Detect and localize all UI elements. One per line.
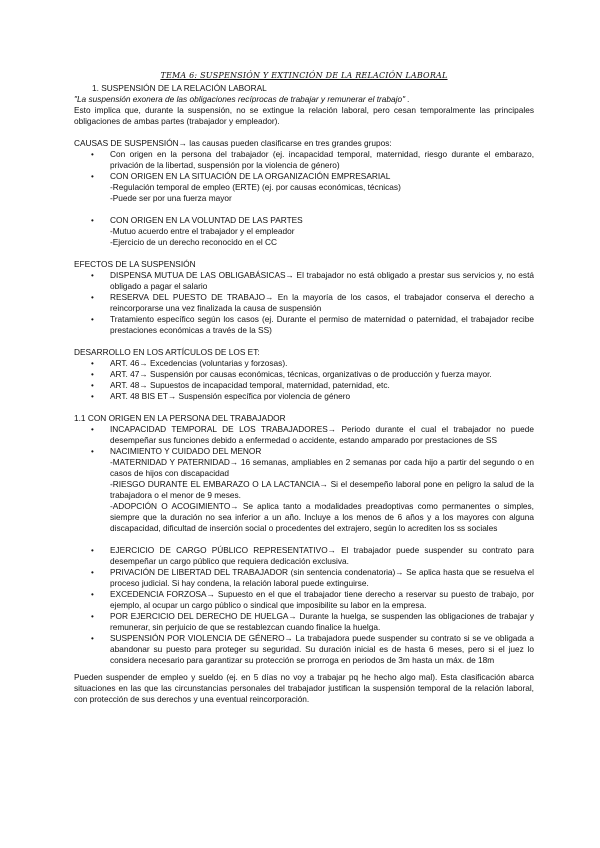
list-subitem: -RIESGO DURANTE EL EMBARAZO O LA LACTANCIA→ Si el desempeño laboral pone en peligro la salud de la trabajadora o el menor de 9 meses.: [110, 479, 534, 500]
list-item-text: INCAPACIDAD TEMPORAL DE LOS TRABAJADORES→ Periodo durante el cual el trabajador no puede desempeñar sus funciones debido a enfermedad o accidente, estando amparado por prestaciones de SS: [110, 424, 534, 445]
persona-list-continued: [74, 545, 534, 666]
list-subitem: -ADOPCIÓN O ACOGIMIENTO→ Se aplica tanto a modalidades preadoptivas como permanentes o simples, siempre que la duración no sea inferior a un año. Incluye a los menos de 6 años y a los mayores con alguna discapacidad, dificultad de inserción social o procedentes del extrajero, según lo acrediten los ss sociales: [110, 501, 534, 533]
desarrollo-heading: DESARROLLO EN LOS ARTÍCULOS DE LOS ET:: [74, 347, 260, 357]
list-item: [74, 446, 534, 534]
list-subitem: -Mutuo acuerdo entre el trabajador y el empleador: [110, 226, 295, 236]
list-item-text: Con origen en la persona del trabajador (ej. incapacidad temporal, maternidad, riesgo durante el embarazo, privación de la libertad, suspensión por la violencia de género): [110, 149, 534, 170]
closing-paragraph: Pueden suspender de empleo y sueldo (ej. en 5 días no voy a trabajar pq he hecho algo mal). Esta clasificación abarca situaciones en las que las circunstancias personales del trabajador justifican la suspensión temporal de la relación laboral, con protección de sus derechos y una eventual reincorporación.: [74, 672, 534, 704]
list-item: • ART. 47→ Suspensión por causas económicas, técnicas, organizativas o de producción y fuerza mayor.: [74, 369, 534, 380]
causas-heading: CAUSAS DE SUSPENSIÓN→ las causas pueden clasificarse en tres grandes grupos:: [74, 138, 392, 148]
list-item: • SUSPENSIÓN POR VIOLENCIA DE GÉNERO→ La trabajadora puede suspender su contrato si se ve obligada a abandonar su puesto para proteger su seguridad. Su duración inicial es de hasta 6 meses, pero si el juez lo considera necesario para garantizar su protección se prorroga en periodos de 3m hasta un máx. de 18m: [74, 633, 534, 666]
efectos-list: [74, 270, 534, 336]
list-item: • DISPENSA MUTUA DE LAS OBLIGABÁSICAS→ El trabajador no está obligado a prestar sus servicios y, no está obligado a pagar el salario: [74, 270, 534, 292]
page-title: TEMA 6: SUSPENSIÓN Y EXTINCIÓN DE LA RELACIÓN LABORAL: [160, 71, 448, 80]
list-subitem: -Puede ser por una fuerza mayor: [110, 193, 232, 203]
intro-paragraph: Esto implica que, durante la suspensión, no se extingue la relación laboral, pero cesan temporalmente las principales obligaciones de ambas partes (trabajador y empleador).: [74, 105, 534, 126]
list-item: [74, 424, 534, 446]
causas-list-continued: [74, 215, 534, 248]
list-item-text: CON ORIGEN EN LA VOLUNTAD DE LAS PARTES: [110, 215, 303, 225]
list-subitem: -Regulación temporal de empleo (ERTE) (ej. por causas económicas, técnicas): [110, 182, 401, 192]
list-item: [74, 215, 534, 248]
list-item: • ART. 48→ Supuestos de incapacidad temporal, maternidad, paternidad, etc.: [74, 380, 534, 391]
list-subitem: -Ejercicio de un derecho reconocido en el CC: [110, 237, 277, 247]
list-item-text: NACIMIENTO Y CUIDADO DEL MENOR: [110, 446, 262, 456]
desarrollo-list: [74, 358, 534, 402]
list-item: • RESERVA DEL PUESTO DE TRABAJO→ En la mayoría de los casos, el trabajador conserva el derecho a reincorporarse una vez finalizada la causa de suspensión: [74, 292, 534, 314]
list-item: • Tratamiento específico según los casos (ej. Durante el permiso de maternidad o paternidad, el trabajador recibe prestaciones económicas a través de la SS): [74, 314, 534, 336]
list-item: • EJERCICIO DE CARGO PÚBLICO REPRESENTATIVO→ El trabajador puede suspender su contrato para desempeñar un cargo público que requiera dedicación exclusiva.: [74, 545, 534, 567]
list-item: • EXCEDENCIA FORZOSA→ Supuesto en el que el trabajador tiene derecho a reservar su puesto de trabajo, por ejemplo, al ocupar un cargo público o sindical que imposibilite su labor en la empresa.: [74, 589, 534, 611]
definition-quote: "La suspensión exonera de las obligaciones recíprocas de trabajar y remunerar el trabajo" .: [74, 94, 410, 104]
list-item: [74, 149, 534, 171]
causas-list: [74, 149, 534, 204]
section-heading-suspension: 1. SUSPENSIÓN DE LA RELACIÓN LABORAL: [92, 83, 267, 93]
list-subitem: -MATERNIDAD Y PATERNIDAD→ 16 semanas, ampliables en 2 semanas por cada hijo a partir del segundo o en casos de hijos con discapacidad: [110, 457, 534, 478]
persona-list: [74, 424, 534, 534]
list-item-text: CON ORIGEN EN LA SITUACIÓN DE LA ORGANIZACIÓN EMPRESARIAL: [110, 171, 391, 181]
list-item: • PRIVACIÓN DE LIBERTAD DEL TRABAJADOR (sin sentencia condenatoria)→ Se aplica hasta que se resuelva el proceso judicial. Si hay condena, la relación laboral puede extinguirse.: [74, 567, 534, 589]
list-item: • POR EJERCICIO DEL DERECHO DE HUELGA→ Durante la huelga, se suspenden las obligaciones de trabajar y remunerar, sin perjuicio de que se restablezcan cuando finalice la huelga.: [74, 611, 534, 633]
document-page: [74, 70, 534, 705]
list-item: • ART. 46→ Excedencias (voluntarias y forzosas).: [74, 358, 534, 369]
list-item: • ART. 48 BIS ET→ Suspensión específica por violencia de género: [74, 391, 534, 402]
persona-heading: 1.1 CON ORIGEN EN LA PERSONA DEL TRABAJADOR: [74, 413, 286, 423]
list-item: [74, 171, 534, 204]
efectos-heading: EFECTOS DE LA SUSPENSIÓN: [74, 259, 196, 269]
